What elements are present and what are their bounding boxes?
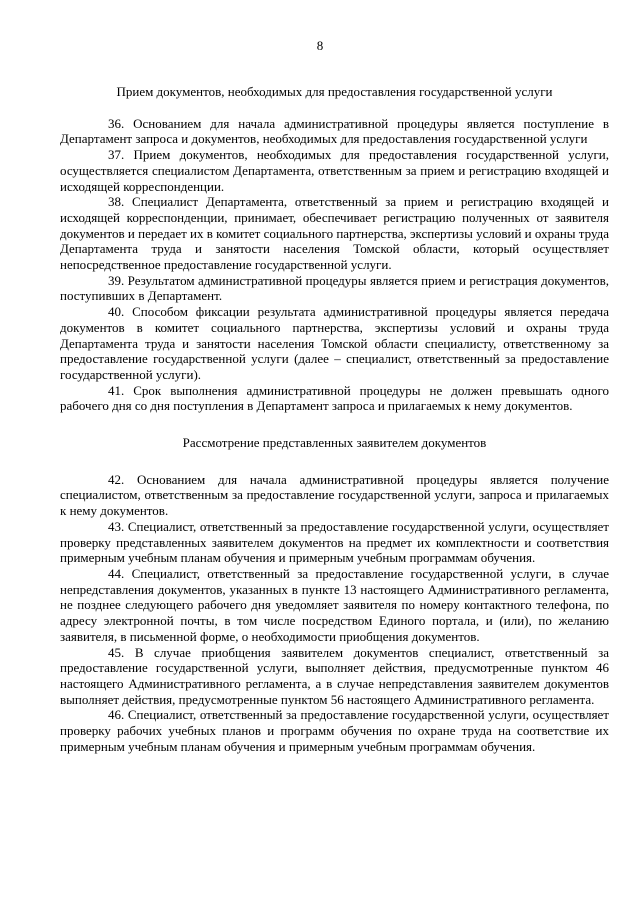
paragraph-39: 39. Результатом административной процедуры является прием и регистрация документов, поступивших в Департамент. — [60, 272, 609, 304]
paragraph-44: 44. Специалист, ответственный за предоставление государственной услуги, в случае непредставления документов, указанных в пункте 13 настоящего Административного регламента, не позднее следующего рабочего дня уведомляет заявителя по номеру контактного телефона, по адресу электронной почты, в том числе посредством Единого портала, и (или), по желанию заявителя, в письменной форме, о необходимости приобщения документов. — [60, 565, 609, 644]
paragraph-46: 46. Специалист, ответственный за предоставление государственной услуги, осуществляет проверку рабочих учебных планов и программ обучения по охране труда на соответствие их примерным учебным планам обучения и примерным учебным программам обучения. — [60, 707, 609, 754]
paragraph-37: 37. Прием документов, необходимых для предоставления государственной услуги, осуществляется специалистом Департамента, ответственным за прием и регистрацию входящей и исходящей корреспонденции. — [60, 147, 609, 194]
paragraph-40: 40. Способом фиксации результата административной процедуры является передача документов в комитет социального партнерства, экспертизы условий и охраны труда Департамента труда и занятости населения Томской области специалисту, ответственному за предоставление государственной услуги (далее – специалист, ответственный за предоставление государственной услуги). — [60, 304, 609, 382]
paragraph-41: 41. Срок выполнения административной процедуры не должен превышать одного рабочего дня со дня поступления в Департамент запроса и прилагаемых к нему документов. — [60, 382, 609, 414]
section-heading-document-review: Рассмотрение представленных заявителем документов — [182, 435, 487, 451]
document-body — [60, 84, 609, 754]
paragraph-42: 42. Основанием для начала административной процедуры является получение специалистом, ответственным за предоставление государственной услуги, запроса и прилагаемых к нему документов. — [60, 471, 609, 519]
paragraph-36: 36. Основанием для начала административной процедуры является поступление в Департамент запроса и документов, необходимых для предоставления государственной услуги — [60, 115, 609, 147]
paragraph-45: 45. В случае приобщения заявителем документов специалист, ответственный за предоставление государственной услуги, выполняет действия, предусмотренные пунктом 46 настоящего Административного регламента, а в случае непредставления заявителем документов выполняет действия, предусмотренные пунктом 56 настоящего Административного регламента. — [60, 644, 609, 707]
section-heading-document-receipt: Прием документов, необходимых для предоставления государственной услуги — [116, 84, 553, 99]
page-number: 8 — [316, 38, 324, 53]
paragraph-43: 43. Специалист, ответственный за предоставление государственной услуги, осуществляет проверку представленных заявителем документов на предмет их комплектности и соответствия примерным учебным планам обучения и примерным учебным программам обучения. — [60, 518, 609, 566]
paragraph-38: 38. Специалист Департамента, ответственный за прием и регистрацию входящей и исходящей корреспонденции, принимает, обеспечивает регистрацию полученных от заявителя документов и передает их в комитет социального партнерства, экспертизы условий и охраны труда Департамента труда и занятости населения Томской области, который осуществляет непосредственное предоставление государственной услуги. — [60, 194, 610, 273]
